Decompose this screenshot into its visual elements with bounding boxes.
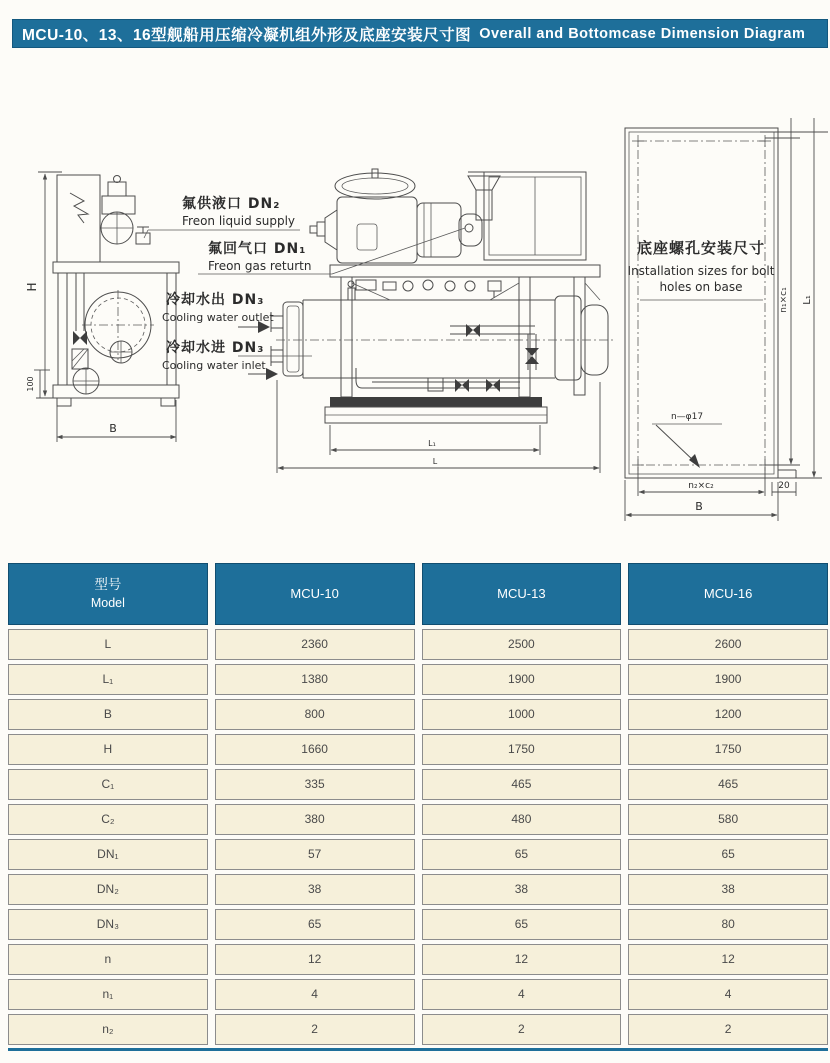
value-cell: 4 [422, 979, 622, 1010]
dim-label-l-front: L [432, 457, 438, 466]
value-cell: 4 [215, 979, 415, 1010]
value-cell: 38 [215, 874, 415, 905]
param-cell: B [8, 699, 208, 730]
value-cell: 465 [422, 769, 622, 800]
base-title-en-1: Installation sizes for bolt [627, 264, 775, 278]
value-cell: 335 [215, 769, 415, 800]
value-cell: 380 [215, 804, 415, 835]
value-cell: 1750 [422, 734, 622, 765]
value-cell: 2360 [215, 629, 415, 660]
table-header-mcu16: MCU-16 [628, 563, 828, 625]
value-cell: 480 [422, 804, 622, 835]
param-cell: n [8, 944, 208, 975]
table-row [8, 699, 828, 730]
cooling-inlet-arrow-icon [266, 368, 278, 380]
value-cell: 2 [628, 1014, 828, 1045]
table-header-row [8, 563, 828, 625]
param-cell: L [8, 629, 208, 660]
value-cell: 65 [422, 839, 622, 870]
table-row [8, 944, 828, 975]
page-title-en: Overall and Bottomcase Dimension Diagram [479, 25, 806, 42]
value-cell: 12 [628, 944, 828, 975]
table-header-model [8, 563, 208, 625]
table-row [8, 804, 828, 835]
value-cell: 57 [215, 839, 415, 870]
param-cell: DN₂ [8, 874, 208, 905]
base-title-en-2: holes on base [659, 280, 743, 294]
cooling-inlet-label-en: Cooling water inlet [162, 359, 266, 372]
table-row [8, 769, 828, 800]
dim-label-n1c1: n₁×c₁ [779, 287, 789, 313]
param-cell: C₂ [8, 804, 208, 835]
param-cell: n₁ [8, 979, 208, 1010]
value-cell: 800 [215, 699, 415, 730]
value-cell: 1900 [628, 664, 828, 695]
param-cell: DN₃ [8, 909, 208, 940]
value-cell: 1000 [422, 699, 622, 730]
header-model-en: Model [90, 595, 125, 610]
value-cell: 1380 [215, 664, 415, 695]
table-row [8, 629, 828, 660]
table-row [8, 839, 828, 870]
dim-label-h: H [25, 282, 39, 292]
table-row [8, 909, 828, 940]
value-cell: 2500 [422, 629, 622, 660]
value-cell: 12 [215, 944, 415, 975]
table-row [8, 734, 828, 765]
bolt-callout-label: n—φ17 [670, 412, 704, 422]
param-cell: C₁ [8, 769, 208, 800]
dim-label-20: 20 [778, 481, 790, 491]
param-cell: L₁ [8, 664, 208, 695]
value-cell: 80 [628, 909, 828, 940]
table-row [8, 874, 828, 905]
value-cell: 65 [628, 839, 828, 870]
value-cell: 38 [422, 874, 622, 905]
table-header-mcu10: MCU-10 [215, 563, 415, 625]
table-row [8, 979, 828, 1010]
dim-label-b-side: B [109, 422, 117, 435]
freon-gas-label-en: Freon gas returtn [208, 259, 312, 273]
page-title-cn: MCU-10、13、16型舰船用压缩冷凝机组外形及底座安装尺寸图 [22, 26, 472, 44]
dim-label-b-base: B [695, 500, 703, 513]
cooling-outlet-label-cn: 冷却水出 DN₃ [166, 292, 265, 308]
table-bottom-rule [8, 1048, 828, 1051]
freon-liquid-label-cn: 氟供液口 DN₂ [182, 196, 281, 212]
param-cell: n₂ [8, 1014, 208, 1045]
side-view-drawing [25, 172, 179, 442]
freon-gas-label-cn: 氟回气口 DN₁ [208, 241, 307, 257]
cooling-outlet-label-en: Cooling water outlet [162, 311, 274, 324]
base-title-cn: 底座螺孔安装尺寸 [636, 239, 766, 257]
freon-liquid-label-en: Freon liquid supply [182, 214, 296, 228]
value-cell: 1660 [215, 734, 415, 765]
value-cell: 38 [628, 874, 828, 905]
base-plan-drawing [625, 118, 828, 521]
table-header-mcu13: MCU-13 [422, 563, 622, 625]
value-cell: 465 [628, 769, 828, 800]
value-cell: 1750 [628, 734, 828, 765]
value-cell: 2 [422, 1014, 622, 1045]
param-cell: DN₁ [8, 839, 208, 870]
table-row [8, 1014, 828, 1045]
value-cell: 1900 [422, 664, 622, 695]
value-cell: 65 [422, 909, 622, 940]
value-cell: 2600 [628, 629, 828, 660]
header-model-cn: 型号 [94, 576, 122, 592]
value-cell: 65 [215, 909, 415, 940]
value-cell: 580 [628, 804, 828, 835]
dim-label-l1-base: L₁ [802, 295, 813, 305]
value-cell: 1200 [628, 699, 828, 730]
cooling-inlet-label-cn: 冷却水进 DN₃ [166, 340, 265, 356]
front-view-drawing [271, 169, 616, 473]
dim-label-100: 100 [26, 376, 35, 392]
value-cell: 12 [422, 944, 622, 975]
dimension-table [8, 563, 828, 1051]
value-cell: 4 [628, 979, 828, 1010]
value-cell: 2 [215, 1014, 415, 1045]
dim-label-n2c2: n₂×c₂ [688, 481, 714, 491]
table-row [8, 664, 828, 695]
dim-label-l1-front: L₁ [428, 439, 436, 448]
param-cell: H [8, 734, 208, 765]
